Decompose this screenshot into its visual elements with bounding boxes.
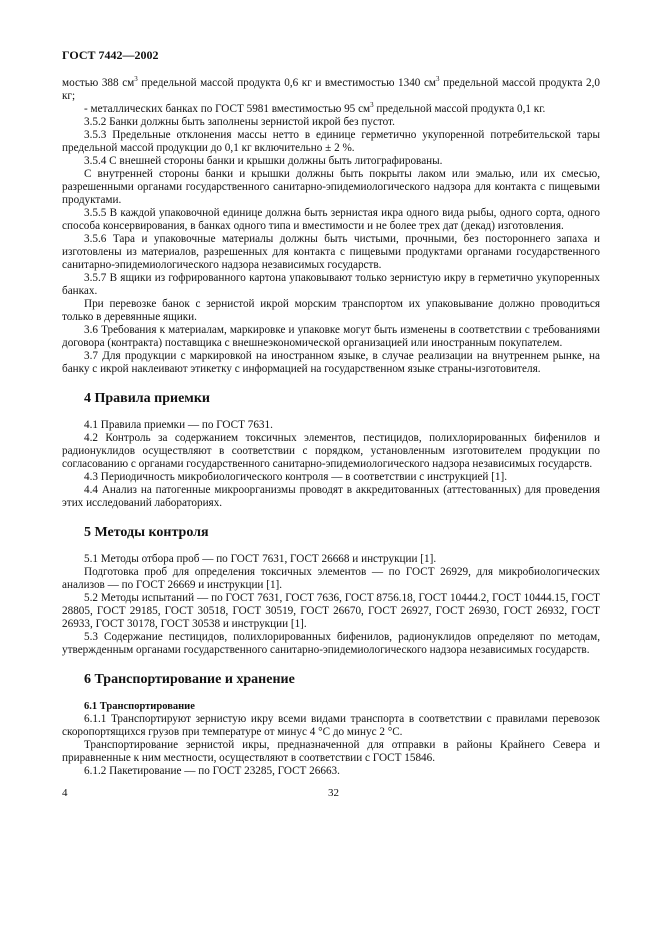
paragraph: 4.3 Периодичность микробиологического контроля — в соответствии с инструкцией [1]. xyxy=(84,471,508,483)
paragraph: 3.5.4 С внешней стороны банки и крышки должны быть литографированы. xyxy=(84,155,443,167)
section4-body xyxy=(62,419,600,510)
document-header: ГОСТ 7442—2002 xyxy=(62,48,159,62)
section5-body xyxy=(62,553,600,657)
paragraph xyxy=(62,103,600,116)
paragraph: 3.5.7 В ящики из гофрированного картона упаковывают только зернистую икру в герметично укупоренных банках. xyxy=(62,272,600,297)
paragraph xyxy=(62,77,600,103)
paragraph: 3.6 Требования к материалам, маркировке и упаковке могут быть изменены в соответствии с требованиями договора (контракта) поставщика с внешнеэкономической организацией или иностранным покупателем. xyxy=(62,324,600,349)
paragraph: 6.1.1 Транспортируют зернистую икру всеми видами транспорта в соответствии с правилами перевозок скоропортящихся грузов при температуре от минус 4 °С до минус 2 °С. xyxy=(62,713,600,738)
text: предельной массой продукта 2,0 кг; xyxy=(62,77,600,102)
section-heading: 6 Транспортирование и хранение xyxy=(84,672,295,687)
text: предельной массой продукта 0,1 кг. xyxy=(373,103,546,115)
subsection-heading: 6.1 Транспортирование xyxy=(84,701,195,712)
superscript: 3 xyxy=(436,75,440,83)
section-heading: 5 Методы контроля xyxy=(84,525,209,540)
paragraph: При перевозке банок с зернистой икрой морским транспортом их упаковывание должно проводиться только в деревянные ящики. xyxy=(62,298,600,323)
paragraph: 3.5.5 В каждой упаковочной единице должна быть зернистая икра одного вида рыбы, одного сорта, одного способа консервирования, в банках одного типа и вместимости и не более трех дат (декад) изготовления. xyxy=(62,207,600,232)
text: - металлических банках по ГОСТ 5981 вместимостью 95 см xyxy=(84,103,371,115)
paragraph: 4.1 Правила приемки — по ГОСТ 7631. xyxy=(84,419,273,431)
page-footer xyxy=(62,786,600,800)
paragraph: 5.1 Методы отбора проб — по ГОСТ 7631, ГОСТ 26668 и инструкции [1]. xyxy=(84,553,437,565)
paragraph: 3.5.6 Тара и упаковочные материалы должны быть чистыми, прочными, без постороннего запаха и изготовлены из материалов, разрешенных для контакта с пищевыми продуктами органами государственного санитарно-эпидемиологического надзора независимых государств. xyxy=(62,233,600,271)
paragraph: Транспортирование зернистой икры, предназначенной для отправки в районы Крайнего Севера и приравненные к ним местности, осуществляют в соответствии с ГОСТ 15846. xyxy=(62,739,600,764)
paragraph: 5.2 Методы испытаний — по ГОСТ 7631, ГОСТ 7636, ГОСТ 8756.18, ГОСТ 10444.2, ГОСТ 10444.15, ГОСТ 28805, ГОСТ 29185, ГОСТ 30518, ГОСТ 30519, ГОСТ 26670, ГОСТ 26927, ГОСТ 26930, ГОСТ 26932, ГОСТ 26933, ГОСТ 30178, ГОСТ 30538 и инструкции [1]. xyxy=(62,592,600,630)
paragraph: Подготовка проб для определения токсичных элементов — по ГОСТ 26929, для микробиологических анализов — по ГОСТ 26669 и инструкции [1]. xyxy=(62,566,600,591)
page-number-center: 32 xyxy=(328,787,339,799)
paragraph: 3.5.3 Предельные отклонения массы нетто в единице герметично укупоренной потребительской тары предельной массой продукции до 0,1 кг включительно ± 2 %. xyxy=(62,129,600,154)
text: мостью 388 см xyxy=(62,77,135,89)
section-heading: 4 Правила приемки xyxy=(84,391,210,406)
section6-body xyxy=(62,700,600,778)
paragraph: 3.5.2 Банки должны быть заполнены зернистой икрой без пустот. xyxy=(84,116,395,128)
paragraph: 5.3 Содержание пестицидов, полихлорированных бифенилов, радионуклидов определяют по методам, утвержденным органами государственного санитарно-эпидемиологического надзора независимых государств. xyxy=(62,631,600,656)
section3-continuation xyxy=(62,77,600,376)
paragraph: С внутренней стороны банки и крышки должны быть покрыты лаком или эмалью, или их смесью, разрешенными органами государственного санитарно-эпидемиологического надзора для контакта с пищевыми продуктами. xyxy=(62,168,600,206)
paragraph: 4.4 Анализ на патогенные микроорганизмы проводят в аккредитованных (аттестованных) для проведения этих исследований лабораториях. xyxy=(62,484,600,509)
text: предельной массой продукта 0,6 кг и вместимостью 1340 см xyxy=(137,77,437,89)
paragraph: 6.1.2 Пакетирование — по ГОСТ 23285, ГОСТ 26663. xyxy=(84,765,340,777)
superscript: 3 xyxy=(370,101,374,109)
paragraph: 3.7 Для продукции с маркировкой на иностранном языке, в случае реализации на внутреннем рынке, на банку с икрой наклеивают этикетку с информацией на государственном языке страны-изготовителя. xyxy=(62,350,600,375)
document-page xyxy=(62,0,600,800)
superscript: 3 xyxy=(134,75,138,83)
paragraph: 4.2 Контроль за содержанием токсичных элементов, пестицидов, полихлорированных бифенилов и радионуклидов осуществляют в соответствии с порядком, установленным изготовителем продукции по согласованию с органами государственного санитарно-эпидемиологического надзора независимых государств. xyxy=(62,432,600,470)
page-number-left: 4 xyxy=(62,787,68,799)
